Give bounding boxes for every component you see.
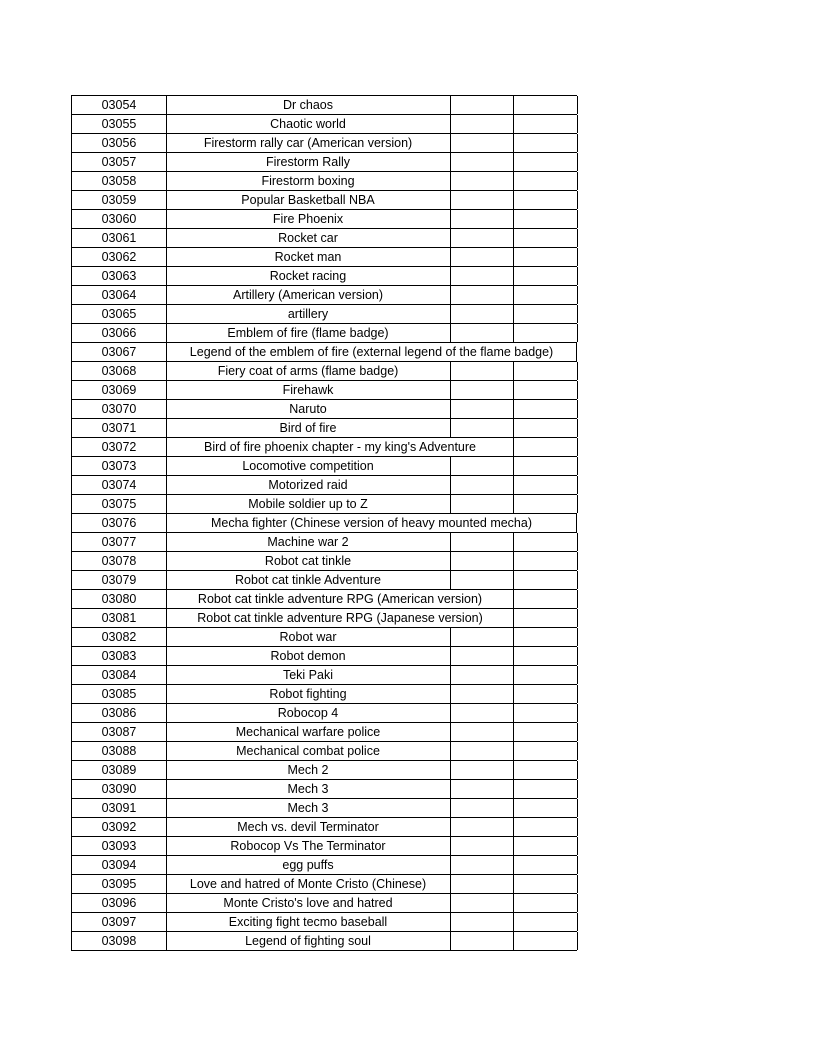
empty-cell-e[interactable] (513, 248, 578, 266)
table-row (71, 438, 577, 457)
id-cell[interactable]: 03075 (71, 495, 167, 513)
table-row (71, 210, 577, 229)
name-cell[interactable] (166, 267, 450, 285)
empty-cell-e[interactable] (513, 799, 578, 817)
id-cell[interactable]: 03071 (71, 419, 167, 437)
empty-cell-d[interactable] (450, 685, 514, 703)
table-row (71, 666, 577, 685)
name-text: Mech 3 (287, 801, 329, 815)
empty-cell-e[interactable] (513, 153, 578, 171)
id-cell[interactable]: 03086 (71, 704, 167, 722)
empty-cell-e[interactable] (513, 172, 578, 190)
id-cell[interactable]: 03079 (71, 571, 167, 589)
name-cell[interactable] (166, 837, 450, 855)
table-row (71, 324, 577, 343)
empty-cell-d[interactable] (450, 894, 514, 912)
empty-cell-e[interactable] (513, 362, 578, 380)
empty-cell-d[interactable] (450, 913, 514, 931)
name-text: Locomotive competition (242, 459, 374, 473)
table-row (71, 913, 577, 932)
id-cell[interactable]: 03069 (71, 381, 167, 399)
empty-cell-d[interactable] (450, 818, 514, 836)
name-cell[interactable] (166, 818, 450, 836)
name-text: Bird of fire phoenix chapter - my king's Adventure (204, 440, 476, 454)
empty-cell-d[interactable] (450, 799, 514, 817)
empty-cell-e[interactable] (513, 818, 578, 836)
id-cell[interactable]: 03078 (71, 552, 167, 570)
name-cell[interactable] (166, 780, 450, 798)
empty-cell-e[interactable] (513, 419, 578, 437)
name-cell[interactable] (166, 419, 450, 437)
empty-cell-e[interactable] (513, 533, 578, 551)
empty-cell-d[interactable] (450, 324, 514, 342)
name-cell[interactable] (166, 647, 450, 665)
empty-cell-d[interactable] (450, 305, 514, 323)
table-row (71, 191, 577, 210)
id-cell[interactable]: 03057 (71, 153, 167, 171)
empty-cell-d[interactable] (450, 552, 514, 570)
empty-cell-e[interactable] (513, 343, 577, 361)
empty-cell-e[interactable] (513, 96, 578, 114)
table-row (71, 837, 577, 856)
empty-cell-e[interactable] (513, 723, 578, 741)
table-row (71, 628, 577, 647)
id-cell[interactable]: 03094 (71, 856, 167, 874)
name-text: Emblem of fire (flame badge) (227, 326, 389, 340)
id-cell[interactable]: 03081 (71, 609, 167, 627)
empty-cell-d[interactable] (450, 134, 514, 152)
id-cell[interactable]: 03059 (71, 191, 167, 209)
name-cell[interactable] (166, 191, 450, 209)
id-cell[interactable]: 03084 (71, 666, 167, 684)
id-cell[interactable]: 03062 (71, 248, 167, 266)
empty-cell-e[interactable] (513, 381, 578, 399)
name-cell[interactable] (166, 856, 450, 874)
name-text: Robot demon (270, 649, 346, 663)
table-row (71, 590, 577, 609)
table-row (71, 818, 577, 837)
name-text: Mobile soldier up to Z (248, 497, 368, 511)
name-cell[interactable] (166, 248, 450, 266)
empty-cell-d[interactable] (450, 115, 514, 133)
empty-cell-d[interactable] (450, 96, 514, 114)
empty-cell-d[interactable] (450, 628, 514, 646)
id-cell[interactable]: 03055 (71, 115, 167, 133)
name-text: Firestorm rally car (American version) (203, 136, 413, 150)
id-cell[interactable]: 03065 (71, 305, 167, 323)
empty-cell-d[interactable] (450, 381, 514, 399)
name-text: Love and hatred of Monte Cristo (Chinese) (189, 877, 427, 891)
empty-cell-e[interactable] (513, 286, 578, 304)
empty-cell-e[interactable] (513, 267, 578, 285)
table-row (71, 723, 577, 742)
table-row (71, 647, 577, 666)
empty-cell-d[interactable] (450, 343, 513, 361)
name-cell[interactable] (166, 894, 450, 912)
empty-cell-e[interactable] (513, 590, 578, 608)
empty-cell-d[interactable] (450, 419, 514, 437)
name-text: Robot cat tinkle Adventure (235, 573, 381, 587)
name-text: Robot war (279, 630, 337, 644)
id-cell[interactable]: 03097 (71, 913, 167, 931)
table-row (71, 514, 577, 533)
table-row (71, 780, 577, 799)
table-row (71, 115, 577, 134)
table-row (71, 362, 577, 381)
id-cell[interactable]: 03056 (71, 134, 167, 152)
empty-cell-d[interactable] (450, 856, 514, 874)
empty-cell-e[interactable] (513, 932, 578, 950)
name-text: Naruto (289, 402, 327, 416)
empty-cell-d[interactable] (450, 932, 514, 950)
empty-cell-e[interactable] (513, 647, 578, 665)
name-text: Robot cat tinkle (264, 554, 352, 568)
empty-cell-e[interactable] (513, 742, 578, 760)
name-text: Fiery coat of arms (flame badge) (217, 364, 399, 378)
id-cell[interactable]: 03091 (71, 799, 167, 817)
id-cell[interactable]: 03070 (71, 400, 167, 418)
id-cell[interactable]: 03061 (71, 229, 167, 247)
table-row (71, 476, 577, 495)
empty-cell-d[interactable] (450, 571, 514, 589)
name-cell[interactable] (166, 913, 450, 931)
empty-cell-e[interactable] (513, 761, 578, 779)
table-row (71, 286, 577, 305)
name-cell[interactable] (166, 875, 450, 893)
empty-cell-d[interactable] (450, 457, 514, 475)
name-text: Rocket racing (269, 269, 347, 283)
empty-cell-e[interactable] (513, 666, 578, 684)
name-text: Mech 2 (287, 763, 329, 777)
table-row (71, 248, 577, 267)
name-text: Popular Basketball NBA (241, 193, 375, 207)
table-row (71, 742, 577, 761)
table-row (71, 229, 577, 248)
name-cell[interactable] (166, 495, 450, 513)
id-cell[interactable]: 03096 (71, 894, 167, 912)
name-cell[interactable] (166, 723, 450, 741)
empty-cell-e[interactable] (513, 837, 578, 855)
empty-cell-d[interactable] (450, 742, 514, 760)
empty-cell-d[interactable] (450, 780, 514, 798)
name-text: Firestorm Rally (265, 155, 351, 169)
empty-cell-e[interactable] (513, 324, 578, 342)
name-text: Firehawk (282, 383, 334, 397)
id-cell[interactable]: 03080 (71, 590, 167, 608)
name-cell[interactable] (166, 552, 450, 570)
id-cell[interactable]: 03085 (71, 685, 167, 703)
name-text: Mech vs. devil Terminator (237, 820, 379, 834)
name-text: Rocket man (274, 250, 342, 264)
name-text: Bird of fire (279, 421, 337, 435)
name-text: Motorized raid (268, 478, 348, 492)
name-text: Rocket car (278, 231, 338, 245)
id-cell[interactable]: 03090 (71, 780, 167, 798)
table-row (71, 685, 577, 704)
empty-cell-e[interactable] (513, 856, 578, 874)
table-row (71, 609, 577, 628)
empty-cell-e[interactable] (513, 400, 578, 418)
table-row (71, 799, 577, 818)
name-text: Dr chaos (282, 98, 334, 112)
empty-cell-d[interactable] (450, 666, 514, 684)
empty-cell-e[interactable] (513, 609, 578, 627)
empty-cell-d[interactable] (450, 229, 514, 247)
empty-cell-e[interactable] (513, 780, 578, 798)
name-cell[interactable] (166, 172, 450, 190)
name-cell[interactable] (166, 666, 450, 684)
id-cell[interactable]: 03098 (71, 932, 167, 950)
table-row (71, 457, 577, 476)
empty-cell-e[interactable] (513, 571, 578, 589)
empty-cell-e[interactable] (513, 438, 578, 456)
empty-cell-e[interactable] (513, 704, 578, 722)
table-row (71, 153, 577, 172)
table-row (71, 932, 577, 951)
empty-cell-e[interactable] (513, 875, 578, 893)
empty-cell-e[interactable] (513, 134, 578, 152)
id-cell[interactable]: 03095 (71, 875, 167, 893)
empty-cell-d[interactable] (450, 438, 513, 456)
empty-cell-e[interactable] (513, 210, 578, 228)
table-row (71, 571, 577, 590)
name-cell[interactable] (166, 362, 450, 380)
table-row (71, 343, 577, 362)
name-cell[interactable] (166, 229, 450, 247)
name-text: Robocop 4 (277, 706, 339, 720)
name-text: Chaotic world (270, 117, 346, 131)
name-cell[interactable] (166, 932, 450, 950)
name-cell[interactable] (166, 742, 450, 760)
name-cell[interactable] (166, 96, 450, 114)
name-text: artillery (287, 307, 329, 321)
id-cell[interactable]: 03089 (71, 761, 167, 779)
empty-cell-d[interactable] (450, 172, 514, 190)
name-cell[interactable] (166, 400, 450, 418)
name-cell[interactable] (166, 134, 450, 152)
name-cell[interactable] (166, 685, 450, 703)
id-cell[interactable]: 03072 (71, 438, 167, 456)
empty-cell-e[interactable] (513, 191, 578, 209)
id-cell[interactable]: 03054 (71, 96, 167, 114)
name-cell[interactable] (166, 761, 450, 779)
empty-cell-d[interactable] (450, 153, 514, 171)
id-cell[interactable]: 03076 (71, 514, 167, 532)
name-text: Artillery (American version) (232, 288, 384, 302)
empty-cell-d[interactable] (450, 248, 514, 266)
name-text: Fire Phoenix (272, 212, 344, 226)
empty-cell-e[interactable] (513, 495, 578, 513)
empty-cell-d[interactable] (450, 286, 514, 304)
name-text: Machine war 2 (267, 535, 349, 549)
id-cell[interactable]: 03068 (71, 362, 167, 380)
id-cell[interactable]: 03066 (71, 324, 167, 342)
name-text: Firestorm boxing (261, 174, 355, 188)
id-cell[interactable]: 03092 (71, 818, 167, 836)
empty-cell-d[interactable] (450, 514, 513, 532)
empty-cell-e[interactable] (513, 552, 578, 570)
empty-cell-e[interactable] (513, 115, 578, 133)
name-cell[interactable] (166, 704, 450, 722)
name-cell[interactable] (166, 324, 450, 342)
empty-cell-e[interactable] (513, 628, 578, 646)
name-text: Robot fighting (269, 687, 347, 701)
empty-cell-d[interactable] (450, 723, 514, 741)
empty-cell-d[interactable] (450, 837, 514, 855)
name-cell[interactable] (166, 628, 450, 646)
table-row (71, 305, 577, 324)
empty-cell-d[interactable] (450, 875, 514, 893)
name-cell[interactable] (166, 153, 450, 171)
name-cell[interactable] (166, 571, 450, 589)
name-text: Mechanical warfare police (235, 725, 381, 739)
id-cell[interactable]: 03067 (71, 343, 167, 361)
table-row (71, 172, 577, 191)
empty-cell-d[interactable] (450, 533, 514, 551)
name-text: egg puffs (282, 858, 334, 872)
table-row (71, 419, 577, 438)
empty-cell-d[interactable] (450, 590, 513, 608)
name-text: Legend of the emblem of fire (external legend of the flame badge) (189, 345, 554, 359)
table-row (71, 704, 577, 723)
id-cell[interactable]: 03082 (71, 628, 167, 646)
empty-cell-e[interactable] (513, 305, 578, 323)
name-cell[interactable] (166, 210, 450, 228)
name-text: Robocop Vs The Terminator (230, 839, 386, 853)
name-cell[interactable] (166, 115, 450, 133)
id-cell[interactable]: 03088 (71, 742, 167, 760)
name-cell[interactable] (166, 476, 450, 494)
name-cell[interactable] (166, 799, 450, 817)
empty-cell-d[interactable] (450, 761, 514, 779)
id-cell[interactable]: 03087 (71, 723, 167, 741)
empty-cell-d[interactable] (450, 495, 514, 513)
empty-cell-e[interactable] (513, 476, 578, 494)
table-row (71, 96, 577, 115)
table-row (71, 894, 577, 913)
name-text: Teki Paki (282, 668, 334, 682)
name-cell[interactable] (166, 305, 450, 323)
empty-cell-d[interactable] (450, 210, 514, 228)
id-cell[interactable]: 03063 (71, 267, 167, 285)
empty-cell-e[interactable] (513, 685, 578, 703)
empty-cell-d[interactable] (450, 362, 514, 380)
id-cell[interactable]: 03077 (71, 533, 167, 551)
table-row (71, 533, 577, 552)
name-text: Exciting fight tecmo baseball (228, 915, 388, 929)
name-text: Mecha fighter (Chinese version of heavy mounted mecha) (211, 516, 532, 530)
empty-cell-e[interactable] (513, 229, 578, 247)
name-cell[interactable] (166, 457, 450, 475)
id-cell[interactable]: 03064 (71, 286, 167, 304)
empty-cell-d[interactable] (450, 647, 514, 665)
id-cell[interactable]: 03060 (71, 210, 167, 228)
name-text: Robot cat tinkle adventure RPG (Japanese version) (197, 611, 483, 625)
name-text: Mechanical combat police (236, 744, 380, 758)
table-row (71, 761, 577, 780)
empty-cell-d[interactable] (450, 267, 514, 285)
table-row (71, 495, 577, 514)
table-row (71, 134, 577, 153)
table-row (71, 400, 577, 419)
id-cell[interactable]: 03073 (71, 457, 167, 475)
empty-cell-d[interactable] (450, 476, 514, 494)
empty-cell-d[interactable] (450, 704, 514, 722)
empty-cell-d[interactable] (450, 400, 514, 418)
empty-cell-e[interactable] (513, 913, 578, 931)
name-text: Mech 3 (287, 782, 329, 796)
spreadsheet-table (71, 95, 577, 951)
name-cell[interactable] (166, 381, 450, 399)
empty-cell-e[interactable] (513, 457, 578, 475)
id-cell[interactable]: 03093 (71, 837, 167, 855)
table-row (71, 381, 577, 400)
name-text: Legend of fighting soul (245, 934, 371, 948)
table-row (71, 552, 577, 571)
empty-cell-e[interactable] (513, 894, 578, 912)
name-text: Robot cat tinkle adventure RPG (American version) (197, 592, 483, 606)
id-cell[interactable]: 03058 (71, 172, 167, 190)
empty-cell-d[interactable] (450, 609, 513, 627)
table-row (71, 267, 577, 286)
empty-cell-e[interactable] (513, 514, 577, 532)
name-cell[interactable] (166, 533, 450, 551)
id-cell[interactable]: 03074 (71, 476, 167, 494)
name-text: Monte Cristo's love and hatred (223, 896, 393, 910)
table-row (71, 856, 577, 875)
empty-cell-d[interactable] (450, 191, 514, 209)
id-cell[interactable]: 03083 (71, 647, 167, 665)
table-row (71, 875, 577, 894)
name-cell[interactable] (166, 286, 450, 304)
